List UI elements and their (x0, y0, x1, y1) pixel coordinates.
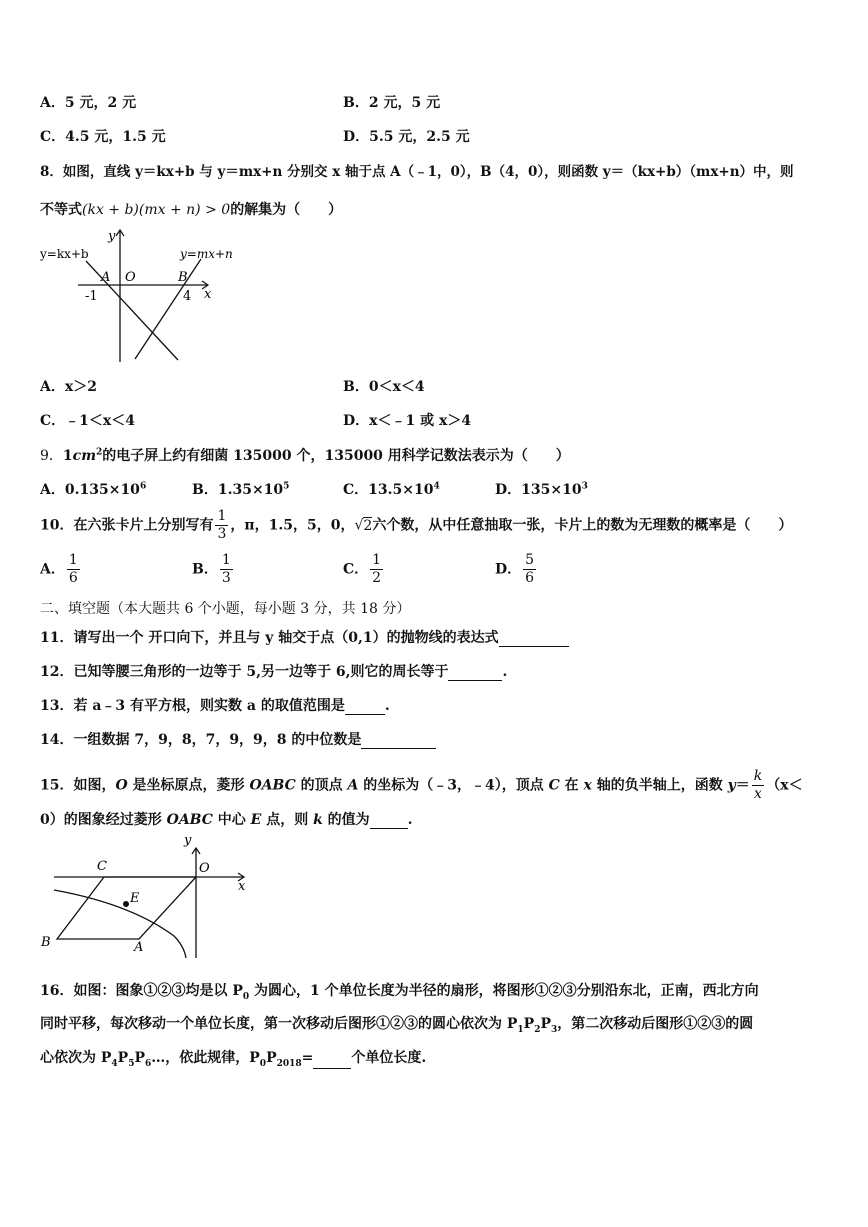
q8-label-neg1: -1 (85, 289, 98, 304)
q15-rhombus (57, 877, 196, 939)
q9-option-c: C．$13.5\times 10^4$ (343, 481, 440, 498)
q15-figure (36, 834, 256, 962)
q11-answer-blank (499, 632, 569, 647)
q7-option-d: D．5.5 元，2.5 元 (343, 129, 470, 145)
q8-label-kxb: y=kx+b (40, 247, 89, 261)
q8-line-mx-n (135, 259, 201, 359)
q11-stem: 11．请写出一个 开口向下，并且与 y 轴交于点（0,1）的抛物线的表达式 (40, 627, 569, 647)
q15-label-x: x (238, 879, 246, 894)
q8-figure (38, 226, 258, 366)
q15-stem-line2: 0）的图象经过菱形 OABC 中心 E 点，则 k 的值为 . (40, 812, 413, 828)
q8-label-y: y (108, 229, 116, 244)
q10-stem: 10．在六张卡片上分别写有 $\frac{1}{3}$ ，π，1.5，5，0，√2六个数，从中任意抽取一张，卡片上的数为无理数的概率是（ ） (40, 508, 793, 542)
q15-label-b: B (41, 935, 51, 950)
q8-label-x: x (204, 287, 212, 302)
q10-option-a: A． $\frac{1}{6}$ (40, 552, 78, 586)
q8-option-b: B．0＜x＜4 (343, 379, 425, 395)
q10-option-c: C． $\frac{1}{2}$ (343, 552, 382, 586)
q7-option-b: B．2 元，5 元 (343, 95, 441, 111)
q15-label-y: y (184, 834, 192, 848)
q12-answer-blank (448, 666, 502, 681)
q8-label-4: 4 (183, 289, 192, 304)
q15-label-a: A (134, 940, 144, 955)
q10-fraction: $\frac{1}{3}$ (217, 508, 227, 542)
q15-stem-line1: 15．如图，O 是坐标原点，菱形 OABC 的顶点 A 的坐标为（﹣3，﹣4），顶点 C 在 x 轴的负半轴上，函数 y＝ $\frac{k}{x}$ （x＜ (40, 768, 803, 802)
q15-fraction-k-over-x: $\frac{k}{x}$ (753, 768, 763, 802)
q10-option-b: B． $\frac{1}{3}$ (192, 552, 231, 586)
q15-hyperbola (54, 890, 186, 958)
q8-label-mxn: y=mx+n (180, 247, 233, 261)
q15-point-e (123, 901, 129, 907)
q9-option-a: A．$0.135\times 10^6$ (40, 481, 147, 498)
q8-label-a: A (101, 270, 111, 285)
q8-stem-line2: 不等式(kx + b)(mx + n) > 0的解集为（ ） (40, 202, 343, 218)
q10-option-d: D． $\frac{5}{6}$ (495, 552, 535, 586)
q8-inequality: (kx + b)(mx + n) > 0 (82, 202, 231, 218)
q14-stem: 14．一组数据 7，9，8，7，9，9，8 的中位数是 (40, 729, 436, 749)
q15-label-e: E (130, 891, 140, 906)
q14-answer-blank (361, 734, 436, 749)
q12-stem: 12．已知等腰三角形的一边等于 5,另一边等于 6,则它的周长等于 . (40, 664, 508, 680)
q16-stem-line2: 同时平移，每次移动一个单位长度，第一次移动后图形①②③的圆心依次为 $P_1P_2P_3$，第二次移动后图形①②③的圆 (40, 1016, 754, 1035)
q16-stem-line3: 心依次为 $P_4P_5P_6\dots$，依此规律，$P_0P_{2018}=$ 个单位长度. (40, 1050, 427, 1069)
section-2-heading: 二、填空题（本大题共 6 个小题，每小题 3 分，共 18 分） (40, 601, 411, 617)
q15-label-o: O (199, 861, 210, 876)
q13-answer-blank (345, 700, 385, 715)
q13-stem: 13．若 a﹣3 有平方根，则实数 a 的取值范围是 . (40, 698, 390, 714)
q8-option-d: D．x＜﹣1 或 x＞4 (343, 413, 472, 429)
q16-answer-blank (313, 1054, 351, 1069)
q8-stem-line1: 8．如图，直线 y＝kx+b 与 y＝mx+n 分别交 x 轴于点 A（﹣1，0），B（4，0），则函数 y＝（kx+b）（mx+n）中，则 (40, 164, 794, 180)
q9-option-b: B．$1.35\times 10^5$ (192, 481, 290, 498)
q7-option-c: C．4.5 元，1.5 元 (40, 129, 166, 145)
q8-label-b: B (178, 270, 188, 285)
q8-label-o: O (125, 270, 136, 285)
q8-option-c: C．﹣1＜x＜4 (40, 413, 135, 429)
q9-stem: 9．$1cm^2$的电子屏上约有细菌 135000 个，135000 用科学记数法表示为（ ） (40, 447, 570, 464)
q15-answer-blank (370, 814, 408, 829)
q15-label-c: C (97, 859, 107, 874)
q7-option-a: A．5 元，2 元 (40, 95, 137, 111)
q10-sqrt: √2 (354, 517, 373, 534)
q16-stem-line1: 16．如图：图象①②③均是以 $P_0$ 为圆心，1 个单位长度为半径的扇形，将图形①②③分别沿东北，正南，西北方向 (40, 983, 759, 1002)
q9-option-d: D．$135\times 10^3$ (495, 481, 588, 498)
q8-option-a: A．x＞2 (40, 379, 97, 395)
